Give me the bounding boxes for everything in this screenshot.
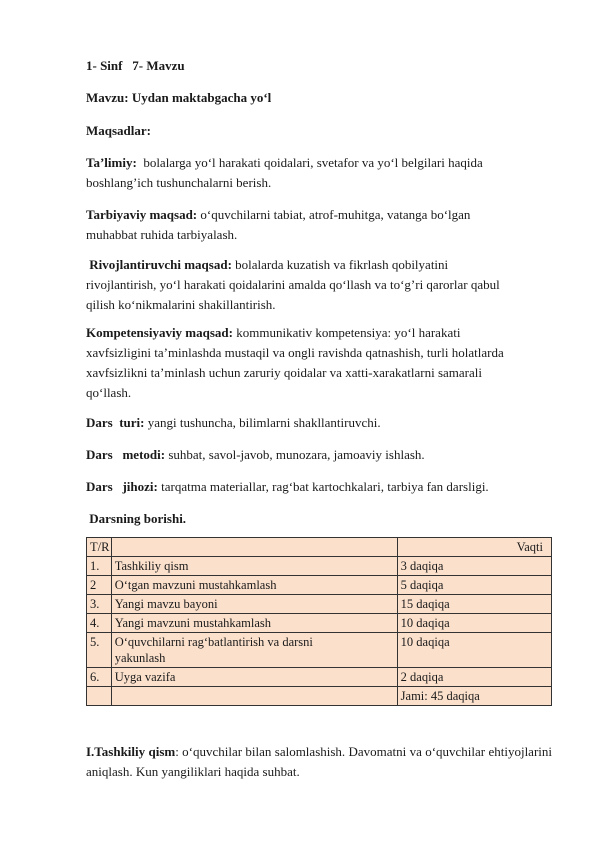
- topic-line: Mavzu: Uydan maktabgacha yo‘l: [86, 90, 272, 105]
- lesson-equipment: Dars jihozi: tarqatma materiallar, rag‘bat kartochkalari, tarbiya fan darsligi.: [86, 479, 489, 494]
- table-total-row: [87, 687, 552, 706]
- header-cell-number: T/R: [87, 538, 112, 557]
- table-row: 1. Tashkiliy qism 3 daqiqa: [87, 557, 552, 576]
- lesson-method: Dars metodi: suhbat, savol-javob, munozara, jamoaviy ishlash.: [86, 447, 425, 462]
- table-row: 2 O‘tgan mavzuni mustahkamlash 5 daqiqa: [87, 576, 552, 595]
- header-line: [86, 56, 556, 76]
- table-row: 3. Yangi mavzu bayoni 15 daqiqa: [87, 595, 552, 614]
- table-row: 5. O‘quvchilarni rag‘batlantirish va darsni yakunlash 10 daqiqa: [87, 633, 552, 668]
- goal-upbringing: Tarbiyaviy maqsad: o‘quvchilarni tabiat, atrof-muhitga, vatanga bo‘lgan muhabbat ruhida tarbiyalash.: [86, 207, 471, 242]
- grade-label: 1- Sinf: [86, 58, 123, 73]
- section-organizational: I.Tashkiliy qism: o‘quvchilar bilan salomlashish. Davomatni va o‘quvchilar ehtiyojlarini aniqlash. Kun yangiliklari haqida suhbat.: [86, 744, 553, 779]
- lesson-plan-table: [86, 537, 552, 706]
- table-row: 4. Yangi mavzuni mustahkamlash 10 daqiqa: [87, 614, 552, 633]
- table-row: 6. Uyga vazifa 2 daqiqa: [87, 668, 552, 687]
- goals-heading: Maqsadlar:: [86, 123, 151, 138]
- goal-developmental: Rivojlantiruvchi maqsad: bolalarda kuzatish va fikrlash qobilyatini rivojlantirish, yo‘l harakati qoidalarini amalda qo‘llash va to‘g’ri qarorlar qabul qilish ko‘nikmalarini shakillantirish.: [86, 257, 500, 312]
- topic-number: 7- Mavzu: [132, 58, 185, 73]
- header-cell-stage: [111, 538, 397, 557]
- goal-educational: Ta’limiy: bolalarga yo‘l harakati qoidalari, svetafor va yo‘l belgilari haqida boshlang’ich tushunchalarni berish.: [86, 155, 483, 190]
- progress-heading: Darsning borishi.: [89, 511, 187, 526]
- header-cell-time: Vaqti: [397, 538, 551, 557]
- topic-title: Uydan maktabgacha yo‘l: [131, 90, 272, 105]
- goal-competency: Kompetensiyaviy maqsad: kommunikativ kompetensiya: yo‘l harakati xavfsizligini ta’minlashda mustaqil va ongli ravishda qatnashish, turli holatlarda xavfsizlikni ta’minlash uchun zaruriy qoidalar va xatti-xarakatlarni samarali qo‘llash.: [86, 325, 504, 400]
- lesson-type: Dars turi: yangi tushuncha, bilimlarni shakllantiruvchi.: [86, 415, 381, 430]
- total-time: Jami: 45 daqiqa: [397, 687, 551, 706]
- table-header-row: [87, 538, 552, 557]
